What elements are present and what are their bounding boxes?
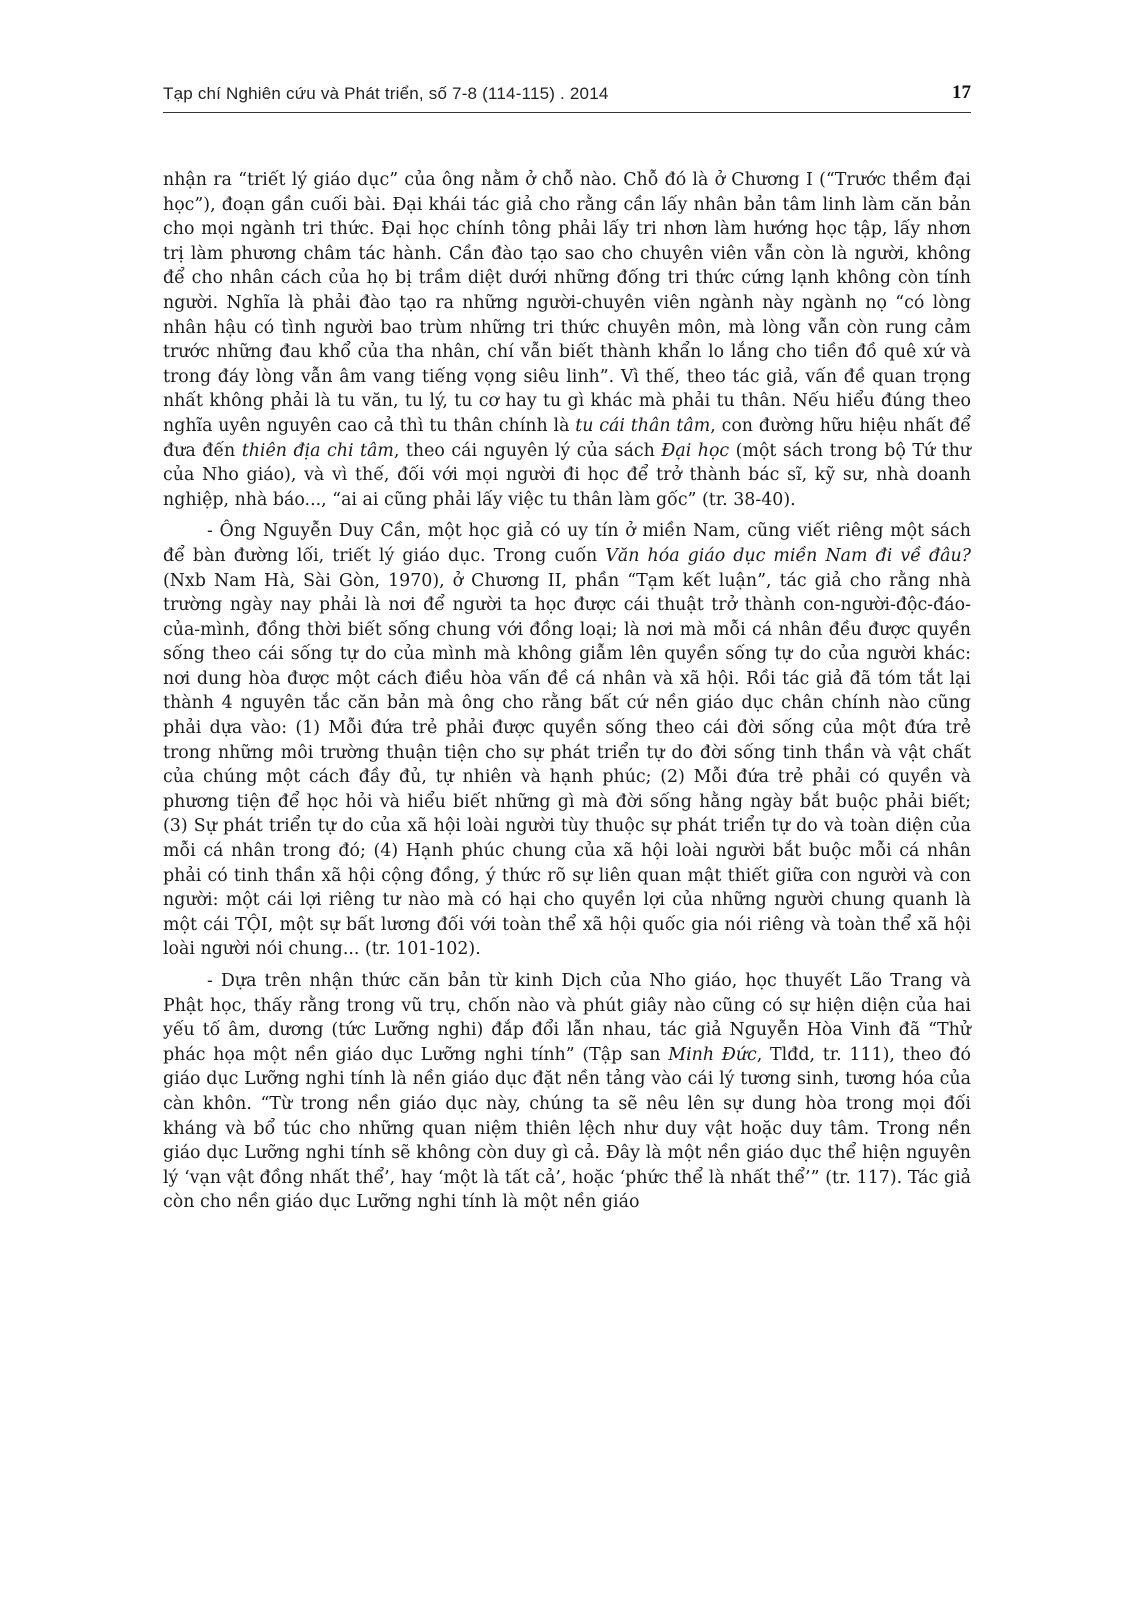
page-number: 17	[952, 82, 971, 103]
paragraph-3: - Dựa trên nhận thức căn bản từ kinh Dịch của Nho giáo, học thuyết Lão Trang và Phật học, thấy rằng trong vũ trụ, chốn nào và phút giây nào cũng có sự hiện diện của hai yếu tố âm, dương (tức Lưỡng nghi) đắp đổi lẫn nhau, tác giả Nguyễn Hòa Vinh đã “Thử phác họa một nền giáo dục Lưỡng nghi tính” (Tập san Minh Đức, Tlđd, tr. 111), theo đó giáo dục Lưỡng nghi tính là nền giáo dục đặt nền tảng vào cái lý tương sinh, tương hóa của càn khôn. “Từ trong nền giáo dục này, chúng ta sẽ nêu lên sự dung hòa trong mọi đối kháng và bổ túc cho những quan niệm thiên lệch như duy vật hoặc duy tâm. Trong nền giáo dục Lưỡng nghi tính sẽ không còn duy gì cả. Đây là một nền giáo dục thể hiện nguyên lý ‘vạn vật đồng nhất thể’, hay ‘một là tất cả’, hoặc ‘phức thể là nhất thể’” (tr. 117). Tác giả còn cho nền giáo dục Lưỡng nghi tính là một nền giáo	[163, 971, 971, 1213]
journal-title: Tạp chí Nghiên cứu và Phát triển, số 7-8 (114-115) . 2014	[163, 84, 609, 103]
running-header	[163, 82, 971, 113]
article-body	[163, 168, 971, 1215]
paragraph-2: - Ông Nguyễn Duy Cần, một học giả có uy tín ở miền Nam, cũng viết riêng một sách để bàn đường lối, triết lý giáo dục. Trong cuốn Văn hóa giáo dục miền Nam đi về đâu? (Nxb Nam Hà, Sài Gòn, 1970), ở Chương II, phần “Tạm kết luận”, tác giả cho rằng nhà trường ngày nay phải là nơi để người ta học được cái thuật trở thành con-người-độc-đáo-của-mình, đồng thời biết sống chung với đồng loại; là nơi mà mỗi cá nhân đều được quyền sống theo cái sống tự do của mình mà không giẫm lên quyền sống tự do của người khác: nơi dung hòa được một cách điều hòa vấn đề cá nhân và xã hội. Rồi tác giả đã tóm tắt lại thành 4 nguyên tắc căn bản mà ông cho rằng bất cứ nền giáo dục chân chính nào cũng phải dựa vào: (1) Mỗi đứa trẻ phải được quyền sống theo cái đời sống của một đứa trẻ trong những môi trường thuận tiện cho sự phát triển tự do đời sống tinh thần và vật chất của chúng một cách đầy đủ, tự nhiên và hạnh phúc; (2) Mỗi đứa trẻ phải có quyền và phương tiện để học hỏi và hiểu biết những gì mà đời sống hằng ngày bắt buộc phải biết; (3) Sự phát triển tự do của xã hội loài người tùy thuộc sự phát triển tự do và toàn diện của mỗi cá nhân trong đó; (4) Hạnh phúc chung của xã hội loài người bắt buộc mỗi cá nhân phải có tinh thần xã hội cộng đồng, ý thức rõ sự liên quan mật thiết giữa con người và con người: một cái lợi riêng tư nào mà có hại cho quyền lợi của những người chung quanh là một cái TỘI, một sự bất lương đối với toàn thể xã hội quốc gia nói riêng và toàn thể xã hội loài người nói chung... (tr. 101-102).	[163, 521, 972, 960]
paragraph-1: nhận ra “triết lý giáo dục” của ông nằm ở chỗ nào. Chỗ đó là ở Chương I (“Trước thềm đại học”), đoạn gần cuối bài. Đại khái tác giả cho rằng cần lấy nhân bản tâm linh làm căn bản cho mọi ngành tri thức. Đại học chính tông phải lấy tri nhơn làm hướng học tập, lấy nhơn trị làm phương châm tác hành. Cần đào tạo sao cho chuyên viên vẫn còn là người, không để cho nhân cách của họ bị trầm diệt dưới những đống tri thức cứng lạnh không còn tính người. Nghĩa là phải đào tạo ra những người-chuyên viên ngành này ngành nọ “có lòng nhân hậu có tình người bao trùm những tri thức chuyên môn, mà lòng vẫn còn rung cảm trước những đau khổ của tha nhân, chí vẫn biết thành khẩn lo lắng cho tiền đồ quê xứ và trong đáy lòng vẫn âm vang tiếng vọng siêu linh”. Vì thế, theo tác giả, vấn đề quan trọng nhất không phải là tu văn, tu lý, tu cơ hay tu gì khác mà phải tu thân. Nếu hiểu đúng theo nghĩa uyên nguyên cao cả thì tu thân chính là tu cái thân tâm, con đường hữu hiệu nhất để đưa đến thiên địa chi tâm, theo cái nguyên lý của sách Đại học (một sách trong bộ Tứ thư của Nho giáo), và vì thế, đối với mọi người đi học để trở thành bác sĩ, kỹ sư, nhà doanh nghiệp, nhà báo..., “ai ai cũng phải lấy việc tu thân làm gốc” (tr. 38-40).	[163, 170, 972, 510]
